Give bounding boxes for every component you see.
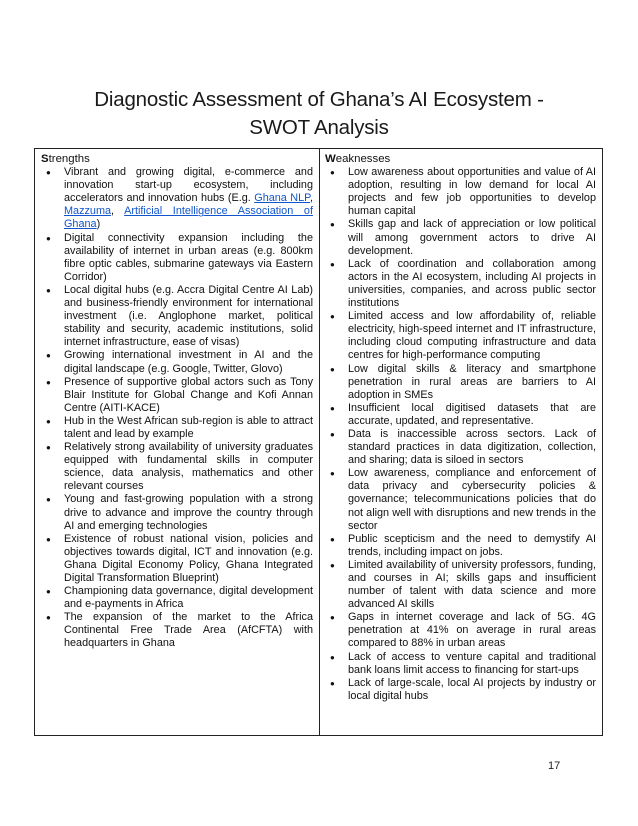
weaknesses-list (325, 166, 596, 703)
list-item: ● Digital connectivity expansion including the availability of internet in urban areas (e.g. 800km fibre optic cables, submarine gateways via Eastern Corridor) (41, 232, 313, 284)
list-item: ● Limited availability of university professors, funding, and courses in AI; skills gaps and insufficient number of talent with data science and more advanced AI skills (325, 559, 596, 611)
swot-table (34, 148, 603, 736)
list-item: ● Vibrant and growing digital, e-commerce and innovation start-up ecosystem, including accelerators and innovation hubs (E.g. Ghana NLP, Mazzuma, Artificial Intelligence Association of Ghana) (41, 166, 313, 231)
list-item: ● Data is inaccessible across sectors. Lack of standard practices in data digitization, collection, and sharing; data is siloed in sectors (325, 428, 596, 467)
list-item: ● Low digital skills & literacy and smartphone penetration in rural areas are barriers to AI adoption in SMEs (325, 363, 596, 402)
mazzuma-link[interactable]: Mazzuma (64, 205, 112, 218)
list-item: ● Lack of coordination and collaboration among actors in the AI ecosystem, including AI projects in universities, companies, and across public sector institutions (325, 258, 596, 310)
strengths-heading: Strengths (41, 153, 90, 165)
title-line-1: Diagnostic Assessment of Ghana’s AI Ecosystem - (94, 88, 544, 111)
list-item: ● Young and fast-growing population with a strong drive to advance and improve the country through AI and emerging technologies (41, 493, 313, 532)
list-item: ● Championing data governance, digital development and e-payments in Africa (41, 585, 313, 611)
ghana-nlp-link[interactable]: Ghana NLP (254, 192, 310, 205)
weaknesses-heading: Weaknesses (325, 153, 391, 165)
strengths-list (41, 166, 313, 650)
page-number: 17 (548, 760, 561, 772)
weaknesses-column (320, 149, 602, 735)
list-item: ● Relatively strong availability of university graduates equipped with fundamental skills in computer science, data analysis, mathematics and other relevant courses (41, 441, 313, 493)
list-item: ● Growing international investment in AI and the digital landscape (e.g. Google, Twitter, Glovo) (41, 349, 313, 375)
list-item: ● Presence of supportive global actors such as Tony Blair Institute for Global Change and Kofi Annan Centre (AITI-KACE) (41, 376, 313, 415)
list-item: ● Existence of robust national vision, policies and objectives towards digital, ICT and innovation (e.g. Ghana Digital Economy Policy, Ghana Integrated Digital Transformation Blueprint) (41, 533, 313, 585)
list-item: ● Skills gap and lack of appreciation or low political will among government actors to drive AI development. (325, 218, 596, 257)
page-title (40, 86, 598, 142)
list-item: ● Limited access and low affordability of, reliable electricity, high-speed internet and IT infrastructure, including cloud computing infrastructure and data centres for high-performance computing (325, 310, 596, 362)
list-item: ● Low awareness about opportunities and value of AI adoption, resulting in low demand for local AI projects and few job opportunities to develop human capital (325, 166, 596, 218)
list-item: ● Gaps in internet coverage and lack of 5G. 4G penetration at 41% on average in rural areas compared to 88% in urban areas (325, 611, 596, 650)
ai-association-ghana-link[interactable]: Artificial Intelligence Association of Ghana (64, 205, 313, 231)
list-item: ● Local digital hubs (e.g. Accra Digital Centre AI Lab) and business-friendly environment for international investment (i.e. Anglophone market, political stability and security, academic institutions, solid internet infrastructure, ease of visas) (41, 284, 313, 349)
strengths-column (35, 149, 320, 735)
title-line-2: SWOT Analysis (249, 116, 389, 139)
list-item: ● Hub in the West African sub-region is able to attract talent and lead by example (41, 415, 313, 441)
list-item: ● Lack of access to venture capital and traditional bank loans limit access to financing for start-ups (325, 651, 596, 677)
list-item: ● Lack of large-scale, local AI projects by industry or local digital hubs (325, 677, 596, 703)
list-item: ● The expansion of the market to the Africa Continental Free Trade Area (AfCFTA) with headquarters in Ghana (41, 611, 313, 650)
list-item: ● Insufficient local digitised datasets that are accurate, updated, and representative. (325, 402, 596, 428)
list-item: ● Public scepticism and the need to demystify AI trends, including impact on jobs. (325, 533, 596, 559)
list-item: ● Low awareness, compliance and enforcement of data privacy and cybersecurity policies & governance; telecommunications policies that do not align well with disruptions and new trends in the sector (325, 467, 596, 532)
